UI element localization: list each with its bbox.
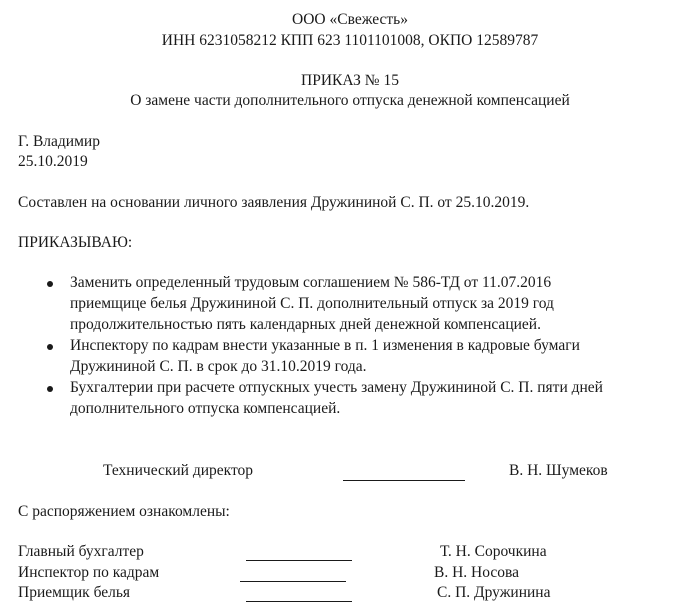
basis-text: Составлен на основании личного заявления Дружининой С. П. от 25.10.2019.: [18, 194, 530, 211]
list-item-line: дополнительного отпуска компенсацией.: [70, 400, 341, 417]
company-registration: ИНН 6231058212 КПП 623 1101101008, ОКПО 12589787: [161, 32, 539, 49]
ack-signature-line: [246, 601, 352, 602]
city: Г. Владимир: [18, 133, 100, 150]
ack-name: С. П. Дружинина: [437, 584, 551, 601]
ack-position: Главный бухгалтер: [18, 543, 144, 560]
list-item-line: Бухгалтерии при расчете отпускных учесть замену Дружининой С. П. пяти дней: [70, 379, 603, 396]
ack-signature-line: [240, 581, 346, 582]
bullet-icon: [47, 386, 53, 392]
list-item-line: Инспектору по кадрам внести указанные в п. 1 изменения в кадровые бумаги: [70, 337, 580, 354]
ack-signature-line: [246, 560, 352, 561]
order-title: ПРИКАЗ № 15: [301, 72, 399, 89]
list-item-line: приемщице белья Дружининой С. П. дополнительный отпуск за 2019 год: [70, 295, 554, 312]
acknowledged-heading: С распоряжением ознакомлены:: [18, 503, 230, 520]
list-item-line: Заменить определенный трудовым соглашением № 586-ТД от 11.07.2016: [70, 274, 552, 291]
director-position: Технический директор: [103, 462, 254, 479]
director-name: В. Н. Шумеков: [509, 462, 608, 479]
director-signature-line: [343, 480, 465, 481]
bullet-icon: [47, 344, 53, 350]
ack-name: В. Н. Носова: [434, 564, 519, 581]
order-date: 25.10.2019: [18, 153, 88, 170]
ack-position: Инспектор по кадрам: [18, 564, 160, 581]
ack-position: Приемщик белья: [18, 584, 131, 601]
list-item-line: Дружининой С. П. в срок до 31.10.2019 года.: [70, 358, 367, 375]
bullet-icon: [47, 281, 53, 287]
order-subject: О замене части дополнительного отпуска денежной компенсацией: [130, 92, 570, 109]
order-word: ПРИКАЗЫВАЮ:: [18, 234, 133, 251]
ack-name: Т. Н. Сорочкина: [440, 543, 547, 560]
list-item-line: продолжительностью пять календарных дней денежной компенсацией.: [70, 316, 541, 333]
company-name: ООО «Свежесть»: [292, 11, 408, 28]
